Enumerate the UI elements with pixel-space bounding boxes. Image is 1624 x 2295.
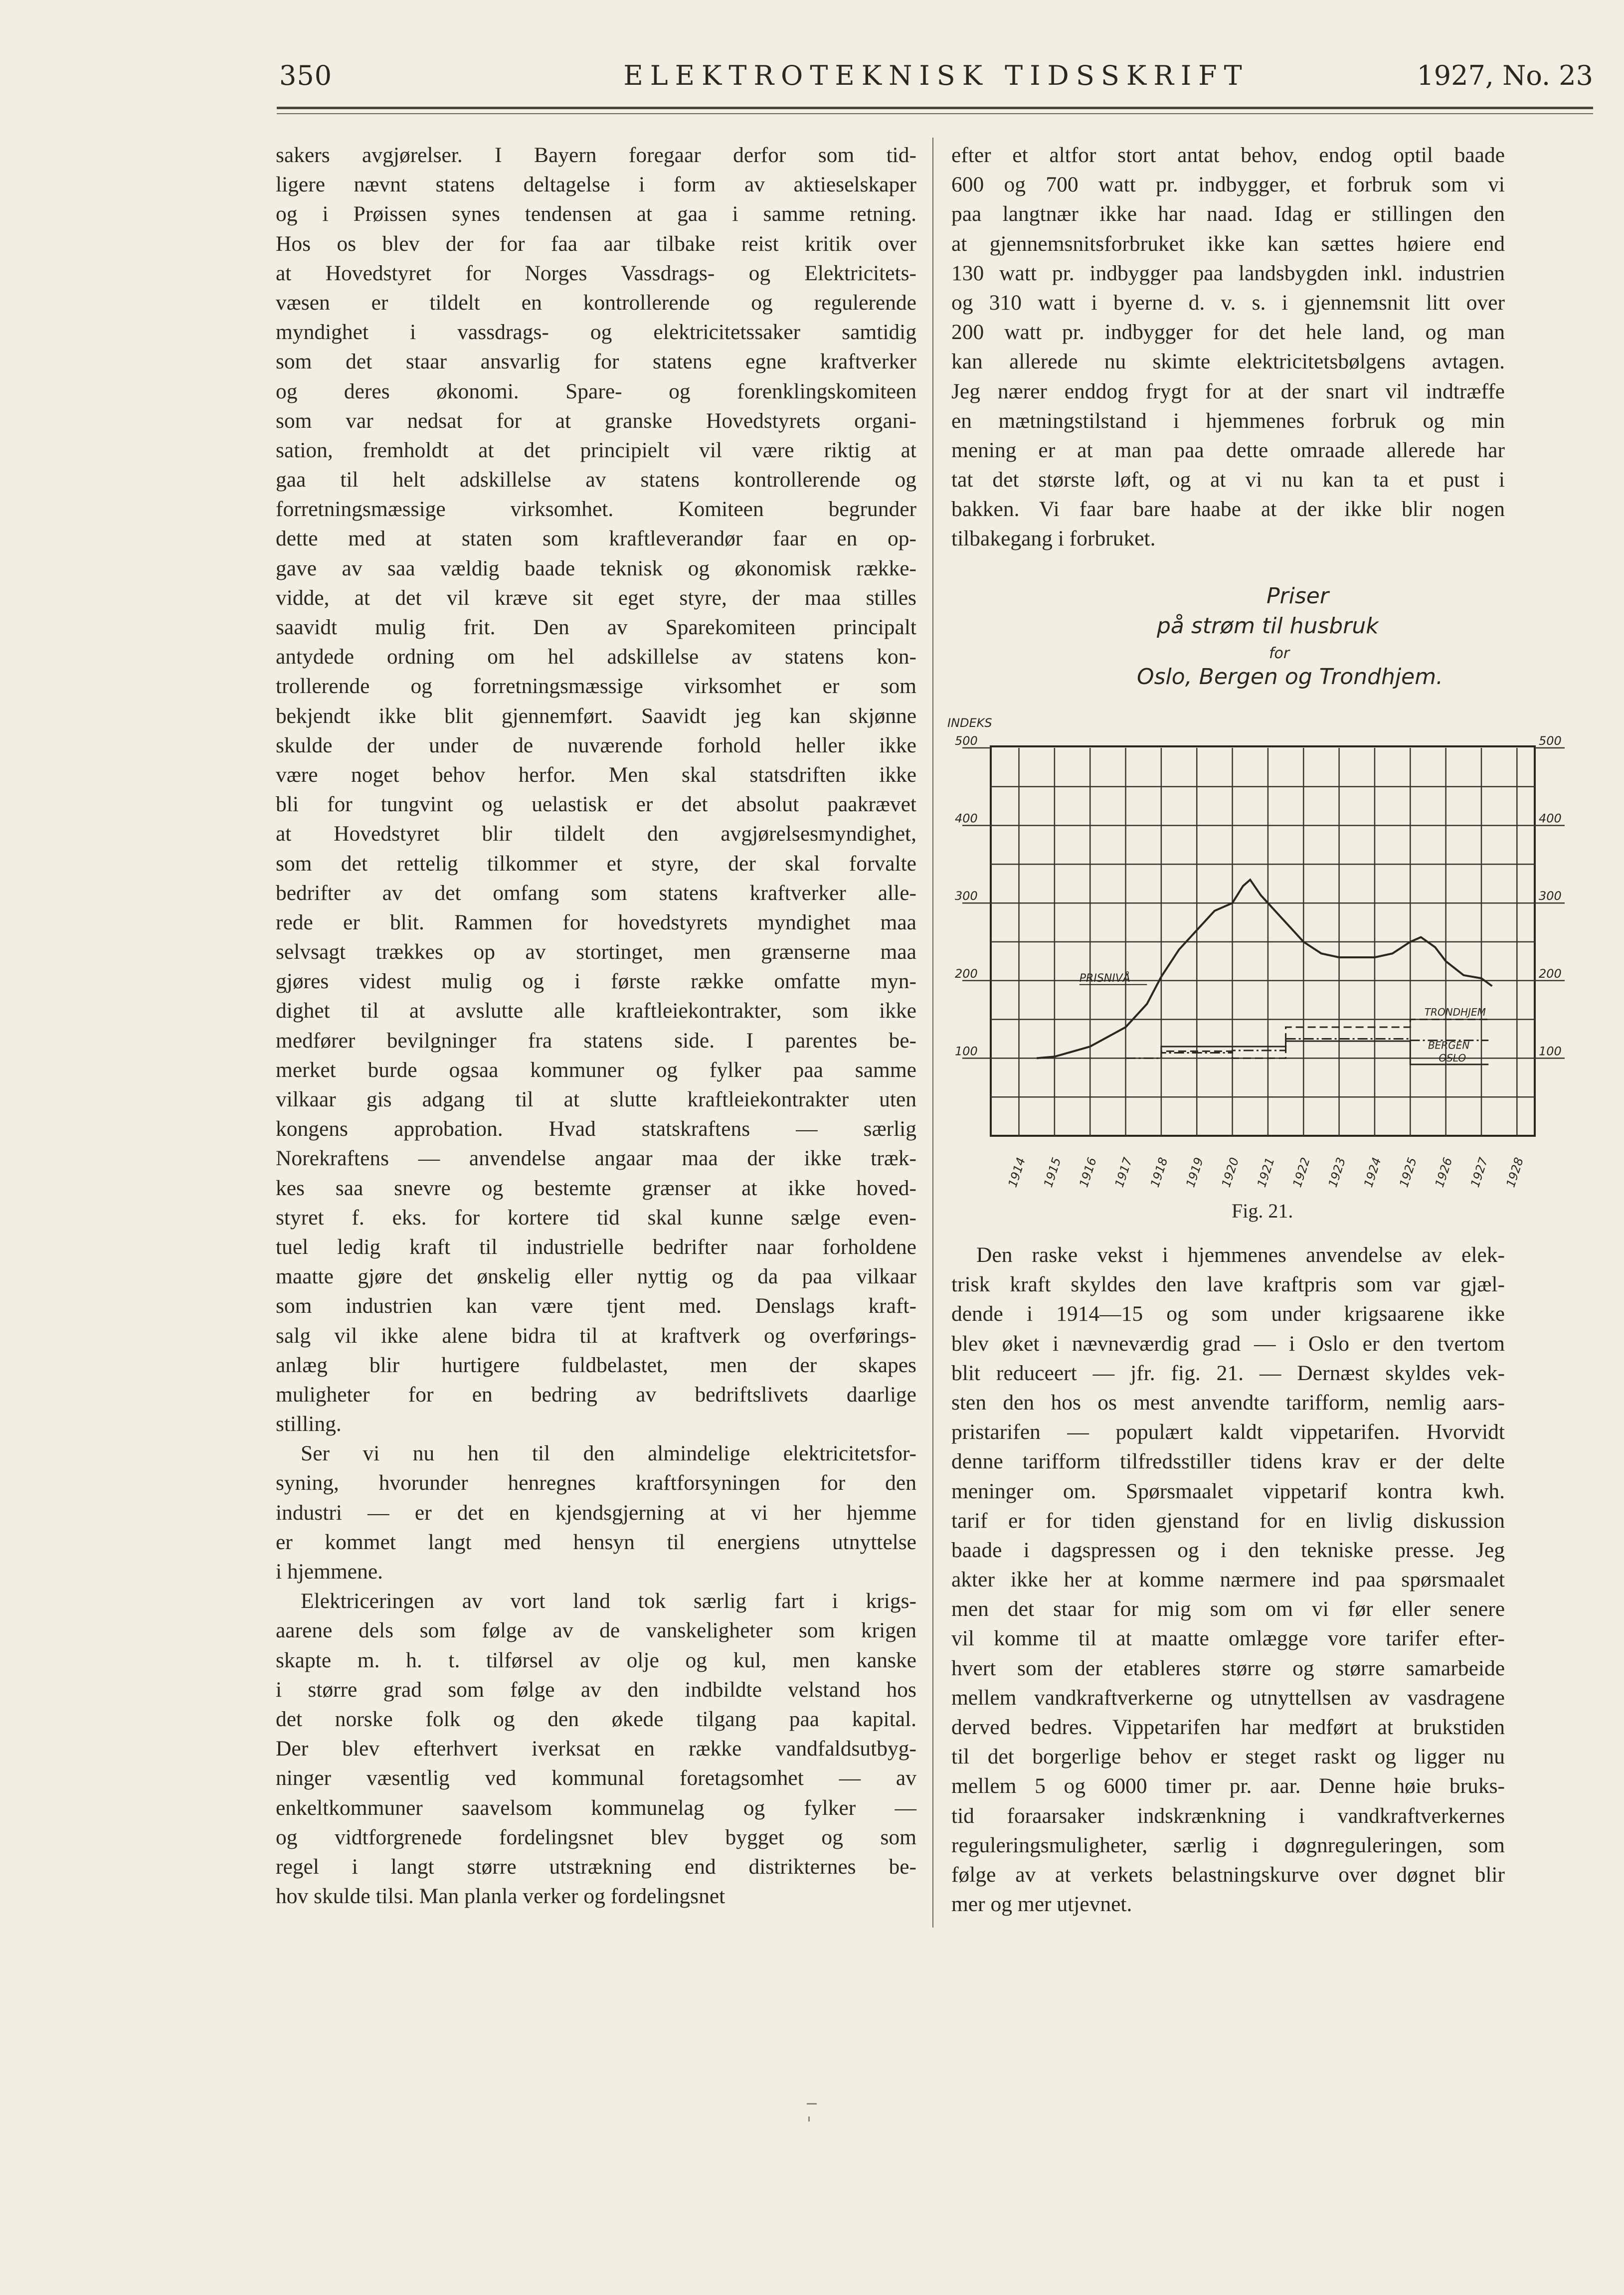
- header-rule-thin: [277, 113, 1593, 114]
- text-line: som industrien kan være tjent med. Denslags kraft-: [276, 1294, 916, 1318]
- text-line: trollerende og forretningsmæssige virksomhet er som: [276, 674, 916, 699]
- text-line: bedrifter av det omfang som statens kraftverker alle-: [276, 881, 916, 905]
- y-tick-label-right: 400: [1539, 811, 1562, 826]
- text-line: baade i dagspressen og i den tekniske presse. Jeg: [951, 1538, 1505, 1562]
- text-line: bakken. Vi faar bare haabe at der ikke blir nogen: [951, 497, 1505, 522]
- text-line: vidde, at det vil kræve sit eget styre, der maa stilles: [276, 585, 916, 610]
- text-line: dighet til at avslutte alle kraftleiekontrakter, som ikke: [276, 999, 916, 1023]
- text-line: paa langtnær ikke har naad. Idag er stillingen den: [951, 202, 1505, 226]
- text-line: og 310 watt i byerne d. v. s. i gjennemsnit litt over: [951, 290, 1505, 315]
- text-line: tarif er for tiden gjenstand for en livlig diskussion: [951, 1508, 1505, 1533]
- text-line: sakers avgjørelser. I Bayern foregaar derfor som tid-: [276, 143, 916, 167]
- x-tick-label: 1928: [1503, 1156, 1526, 1189]
- running-header: [279, 60, 1593, 100]
- text-line: og vidtforgrenede fordelingsnet blev bygget og som: [276, 1825, 916, 1849]
- text-line: enkeltkommuner saavelsom kommunelag og fylker —: [276, 1795, 916, 1820]
- series-label-trondhjem: TRONDHJEM: [1424, 1006, 1486, 1018]
- text-line: regel i langt større utstrækning end distrikternes be-: [276, 1854, 916, 1879]
- text-line: ligere nævnt statens deltagelse i form av aktieselskaper: [276, 173, 916, 197]
- chart-title-line: Priser: [1266, 583, 1329, 609]
- x-tick-label: 1924: [1361, 1156, 1384, 1189]
- text-line: sation, fremholdt at det principielt vil være riktig at: [276, 438, 916, 462]
- y-tick-label-right: 200: [1539, 966, 1562, 981]
- print-speck: [807, 2103, 817, 2105]
- text-line: denne tarifform tilfredsstiller tidens krav er der delte: [951, 1449, 1505, 1474]
- text-line: og deres økonomi. Spare- og forenklingskomiteen: [276, 379, 916, 403]
- text-line: en mætningstilstand i hjemmenes forbruk og min: [951, 408, 1505, 433]
- plot-frame: [991, 746, 1535, 1136]
- text-line: saavidt mulig frit. Den av Sparekomiteen principalt: [276, 615, 916, 639]
- y-tick-label-right: 500: [1539, 734, 1562, 748]
- text-line: derved bedres. Vippetarifen har medført at brukstiden: [951, 1715, 1505, 1739]
- text-line: gave av saa vældig baade teknisk og økonomisk række-: [276, 556, 916, 580]
- x-tick-label: 1918: [1147, 1156, 1171, 1189]
- text-line: væsen er tildelt en kontrollerende og regulerende: [276, 290, 916, 315]
- y-tick-label-right: 300: [1539, 889, 1562, 903]
- text-line: gaa til helt adskillelse av statens kontrollerende og: [276, 468, 916, 492]
- text-line: selvsagt trækkes op av stortinget, men grænserne maa: [276, 940, 916, 964]
- text-line: dette med at staten som kraftleverandør faar en op-: [276, 527, 916, 551]
- text-line: 130 watt pr. indbygger paa landsbygden inkl. industrien: [951, 261, 1505, 285]
- text-line: efter et altfor stort antat behov, endog optil baade: [951, 143, 1505, 167]
- text-line: antydede ordning om hel adskillelse av statens kon-: [276, 645, 916, 669]
- text-line: mening er at man paa dette omraade allerede har: [951, 438, 1505, 462]
- x-tick-label: 1915: [1041, 1156, 1064, 1189]
- text-line: aarene dels som følge av de vanskeligheter som krigen: [276, 1618, 916, 1643]
- text-line: mer og mer utjevnet.: [951, 1892, 1132, 1917]
- text-line: er kommet langt med hensyn til energiens utnyttelse: [276, 1530, 916, 1554]
- text-line: i hjemmene.: [276, 1560, 383, 1584]
- text-line: stilling.: [276, 1412, 342, 1436]
- text-line: 600 og 700 watt pr. indbygger, et forbruk som vi: [951, 173, 1505, 197]
- text-line: i større grad som følge av den indbildte velstand hos: [276, 1677, 916, 1702]
- y-tick-label-left: 200: [955, 966, 978, 981]
- text-line: men det staar for mig som om vi før eller senere: [951, 1597, 1505, 1621]
- y-tick-label-left: 300: [955, 889, 978, 903]
- x-tick-label: 1916: [1077, 1156, 1099, 1189]
- x-tick-label: 1917: [1112, 1156, 1135, 1189]
- text-line: vil komme til at maatte omlægge vore tarifer efter-: [951, 1626, 1505, 1651]
- text-line: ninger væsentlig ved kommunal foretagsomhet — av: [276, 1766, 916, 1790]
- text-line: blit reduceert — jfr. fig. 21. — Dernæst skyldes vek-: [951, 1361, 1505, 1385]
- text-line: følge av at verkets belastningskurve over døgnet blir: [951, 1862, 1505, 1887]
- text-line: maatte gjøre det ønskelig eller nyttig og da paa vilkaar: [276, 1264, 916, 1289]
- x-tick-label: 1923: [1325, 1156, 1349, 1189]
- text-line: Jeg nærer enddog frygt for at der snart vil indtræffe: [951, 379, 1505, 403]
- series-label-oslo: OSLO: [1439, 1052, 1466, 1064]
- text-line: pristarifen — populært kaldt vippetarifen. Hvorvidt: [951, 1420, 1505, 1444]
- text-line: hvert som der etableres større og større samarbeide: [951, 1656, 1505, 1680]
- text-line: rede er blit. Rammen for hovedstyrets myndighet maa: [276, 910, 916, 934]
- text-line: sten den hos os mest anvendte tarifform, nemlig aars-: [951, 1390, 1505, 1414]
- text-line: som det rettelig tilkommer et styre, der skal forvalte: [276, 851, 916, 876]
- y-tick-label-left: 400: [955, 811, 978, 826]
- x-tick-label: 1920: [1219, 1156, 1242, 1189]
- text-line: anlæg blir hurtigere fuldbelastet, men der skapes: [276, 1353, 916, 1377]
- chart-title-line: Oslo, Bergen og Trondhjem.: [1137, 664, 1444, 690]
- text-line: tuel ledig kraft til industrielle bedrifter naar forholdene: [276, 1235, 916, 1259]
- issue-number: 1927, No. 23: [1417, 60, 1593, 91]
- text-line: merket burde ogsaa kommuner og fylker paa samme: [276, 1058, 916, 1082]
- text-line: skapte m. h. t. tilførsel av olje og kul, men kanske: [276, 1648, 916, 1672]
- x-tick-label: 1914: [1005, 1156, 1029, 1189]
- x-tick-label: 1927: [1468, 1156, 1491, 1189]
- text-line: medfører bevilgninger fra statens side. I parentes be-: [276, 1028, 916, 1053]
- series-line-prisnivå: [1037, 880, 1492, 1059]
- text-line: mellem vandkraftverkerne og utnyttellsen av vasdragene: [951, 1685, 1505, 1710]
- text-line: muligheter for en bedring av bedriftslivets daarlige: [276, 1382, 916, 1407]
- chart-title-line: for: [1269, 645, 1290, 662]
- print-speck: [808, 2117, 810, 2121]
- text-line: gjøres videst mulig og i første række omfatte myn-: [276, 969, 916, 994]
- text-line: industri — er det en kjendsgjerning at vi her hjemme: [276, 1500, 916, 1525]
- text-line: reguleringsmuligheter, særlig i døgnreguleringen, som: [951, 1833, 1505, 1857]
- x-tick-label: 1925: [1397, 1156, 1420, 1189]
- text-line: til det borgerlige behov er steget raskt og ligger nu: [951, 1745, 1505, 1769]
- x-tick-label: 1922: [1290, 1156, 1313, 1189]
- series-label-prisniva: PRISNIVÅ: [1079, 972, 1130, 985]
- x-tick-label: 1919: [1183, 1156, 1206, 1189]
- text-line: tat det største løft, og at vi nu kan ta et pust i: [951, 468, 1505, 492]
- text-line: som det staar ansvarlig for statens egne kraftverker: [276, 350, 916, 374]
- page-number: 350: [279, 60, 333, 91]
- text-line: at Hovedstyret for Norges Vassdrags- og Elektricitets-: [276, 261, 916, 285]
- text-line: Den raske vekst i hjemmenes anvendelse av elek-: [976, 1243, 1505, 1267]
- text-line: hov skulde tilsi. Man planla verker og fordelingsnet: [276, 1884, 725, 1909]
- y-tick-label-left: 500: [955, 734, 978, 748]
- text-line: at Hovedstyret blir tildelt den avgjørelsesmyndighet,: [276, 822, 916, 846]
- text-line: akter ikke her at komme nærmere ind paa spørsmaalet: [951, 1568, 1505, 1592]
- text-line: som var nedsat for at granske Hovedstyrets organi-: [276, 408, 916, 433]
- text-line: tid foraarsaker indskrænkning i vandkraftverkernes: [951, 1803, 1505, 1828]
- text-line: syning, hvorunder henregnes kraftforsyningen for den: [276, 1471, 916, 1495]
- text-line: Ser vi nu hen til den almindelige elektricitetsfor-: [301, 1441, 916, 1466]
- text-line: trisk kraft skyldes den lave kraftpris som var gjæl-: [951, 1272, 1505, 1297]
- column-divider: [932, 138, 933, 1928]
- text-line: Hos os blev der for faa aar tilbake reist kritik over: [276, 231, 916, 256]
- text-line: bli for tungvint og uelastisk er det absolut paakrævet: [276, 792, 916, 817]
- text-line: salg vil ikke alene bidra til at kraftverk og overførings-: [276, 1323, 916, 1348]
- x-tick-label: 1921: [1254, 1156, 1277, 1189]
- left-column: [276, 141, 916, 1911]
- text-line: skulde der under de nuværende forhold heller ikke: [276, 733, 916, 757]
- text-line: bekjendt ikke blit gjennemført. Saavidt jeg kan skjønne: [276, 704, 916, 728]
- text-line: være noget behov herfor. Men skal statsdriften ikke: [276, 762, 916, 787]
- text-line: tilbakegang i forbruket.: [951, 527, 1156, 551]
- text-line: og i Prøissen synes tendensen at gaa i samme retning.: [276, 202, 916, 226]
- text-line: at gjennemsnitsforbruket ikke kan sættes høiere end: [951, 231, 1505, 256]
- text-line: kongens approbation. Hvad statskraftens — særlig: [276, 1117, 916, 1141]
- x-tick-label: 1926: [1432, 1156, 1455, 1189]
- y-tick-label-left: 100: [955, 1044, 978, 1059]
- chart-title-line: på strøm til husbruk: [1157, 613, 1379, 639]
- text-line: forretningsmæssige virksomhet. Komiteen begrunder: [276, 497, 916, 522]
- text-line: vilkaar gis adgang til at slutte kraftleiekontrakter uten: [276, 1087, 916, 1111]
- series-label-bergen: BERGEN: [1428, 1039, 1470, 1052]
- header-rule: [277, 107, 1593, 109]
- right-column-bottom: [951, 1240, 1505, 1919]
- text-line: 200 watt pr. indbygger for det hele land, og man: [951, 320, 1505, 345]
- price-index-chart: [947, 568, 1562, 1197]
- text-line: det norske folk og den økede tilgang paa kapital.: [276, 1707, 916, 1731]
- journal-title: ELEKTROTEKNISK TIDSSKRIFT: [623, 60, 1249, 91]
- text-line: Der blev efterhvert iverksat en række vandfaldsutbyg-: [276, 1737, 916, 1761]
- text-line: styret f. eks. for kortere tid skal kunne sælge even-: [276, 1205, 916, 1230]
- text-line: myndighet i vassdrags- og elektricitetssaker samtidig: [276, 320, 916, 345]
- text-line: Elektriceringen av vort land tok særlig fart i krigs-: [301, 1589, 916, 1613]
- right-column-top: [951, 141, 1505, 554]
- text-line: kan allerede nu skimte elektricitetsbølgens avtagen.: [951, 350, 1505, 374]
- y-axis-label: INDEKS: [947, 716, 992, 730]
- text-line: blev øket i nævneværdig grad — i Oslo er den tvertom: [951, 1331, 1505, 1356]
- text-line: mellem 5 og 6000 timer pr. aar. Denne høie bruks-: [951, 1774, 1505, 1798]
- text-line: meninger om. Spørsmaalet vippetarif kontra kwh.: [951, 1479, 1505, 1503]
- text-line: dende i 1914—15 og som under krigsaarene ikke: [951, 1302, 1505, 1326]
- figure-caption: Fig. 21.: [1232, 1200, 1293, 1222]
- text-line: Norekraftens — anvendelse angaar maa der ikke træk-: [276, 1146, 916, 1171]
- y-tick-label-right: 100: [1539, 1044, 1562, 1059]
- text-line: kes saa snevre og bestemte grænser at ikke hoved-: [276, 1176, 916, 1200]
